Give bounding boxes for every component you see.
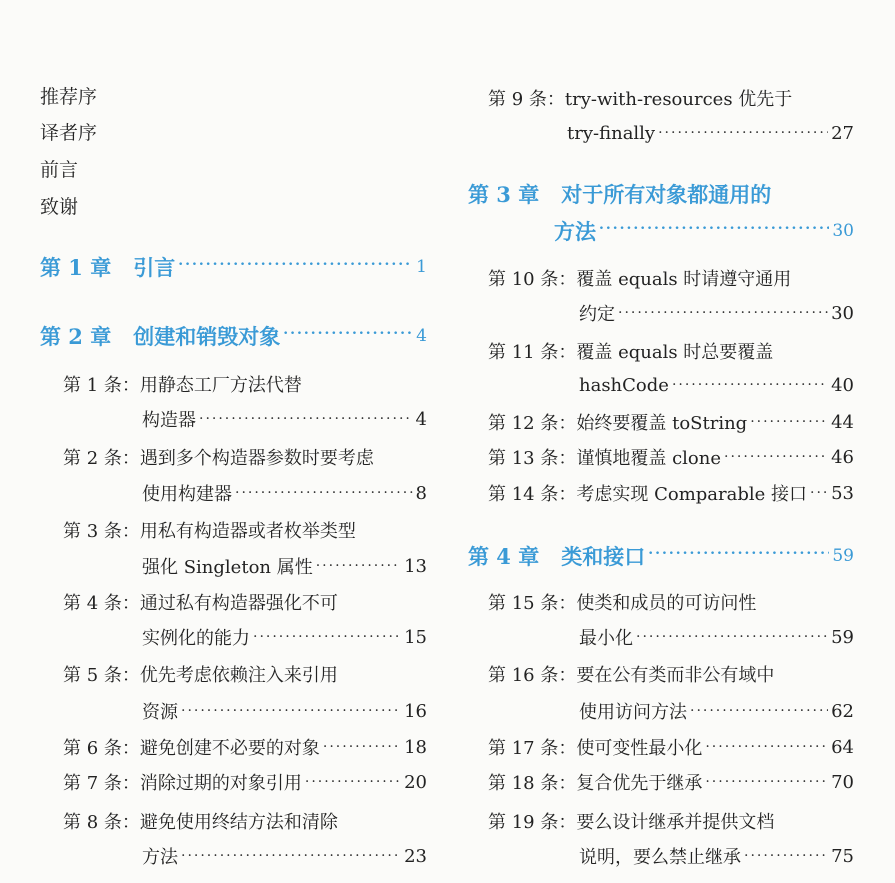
page-number: 4 [415,408,427,430]
front-matter-text: 推荐序 [40,85,98,108]
toc-item-15-cont [579,623,854,651]
item-title: 实例化的能力 [142,628,250,649]
chapter-title: 方法 [554,219,596,244]
chapter-title: 创建和销毁对象 [133,324,281,349]
dot-leader [618,302,828,324]
toc-item-7 [63,768,427,796]
dot-leader [235,482,413,504]
item-title: 约定 [579,304,615,325]
item-label: 第 17 条： [488,738,577,759]
page-number: 30 [832,221,854,241]
item-label: 第 3 条： [63,521,140,542]
item-title: 复合优先于继承 [576,773,703,794]
item-title: 要么设计继承并提供文档 [576,812,775,833]
page-number: 30 [831,302,854,324]
item-title: hashCode [579,374,669,396]
toc-chapter-3-cont [554,217,854,245]
item-title: 谨慎地覆盖 clone [576,448,722,469]
toc-item-3 [63,516,356,544]
front-matter-2 [40,117,97,145]
page-number: 70 [831,771,854,793]
front-matter-text: 致谢 [40,195,79,218]
dot-leader [181,845,401,867]
toc-item-8-cont [142,842,427,870]
item-title: 要在公有类而非公有域中 [576,665,775,686]
item-title: 强化 Singleton 属性 [142,557,313,578]
toc-item-10-cont [579,299,854,327]
dot-leader [690,700,828,722]
item-title: 遇到多个构造器参数时要考虑 [139,448,374,469]
toc-item-12 [488,408,854,436]
dot-leader [705,736,828,758]
chapter-label: 第 2 章 [40,324,112,349]
page-number: 62 [831,700,854,722]
item-label: 第 14 条： [488,484,577,505]
dot-leader [724,446,828,468]
toc-item-18 [488,768,854,796]
toc-item-17 [488,733,854,761]
dot-leader [672,374,828,396]
dot-leader [283,323,413,348]
item-title: 使类和成员的可访问性 [576,593,757,614]
item-label: 第 15 条： [488,593,577,614]
toc-item-10 [488,264,791,292]
chapter-title: 引言 [133,255,176,280]
front-matter-4 [40,191,78,219]
item-title: 优先考虑依赖注入来引用 [139,665,338,686]
toc-item-1 [63,370,302,398]
toc-item-13 [488,443,854,471]
dot-leader [305,771,401,793]
page-number: 4 [416,326,427,346]
toc-item-19-cont [579,842,854,870]
item-label: 第 8 条： [63,812,140,833]
page-number: 23 [404,845,427,867]
page-number: 27 [831,122,854,144]
item-title: 使可变性最小化 [576,738,703,759]
page-number: 40 [831,374,854,396]
item-label: 第 10 条： [488,269,577,290]
toc-item-9-cont [567,119,854,147]
dot-leader [253,626,401,648]
item-label: 第 2 条： [63,448,140,469]
toc-item-14 [488,479,854,507]
dot-leader [199,408,413,430]
dot-leader [599,218,829,243]
dot-leader [810,482,828,504]
item-label: 第 19 条： [488,812,577,833]
item-title: 避免创建不必要的对象 [139,738,320,759]
toc-item-5 [63,660,338,688]
toc-item-11-cont [579,371,854,399]
page-number: 59 [832,546,854,566]
page-number: 8 [415,482,427,504]
page-number: 44 [831,411,854,433]
front-matter-text: 译者序 [40,121,98,144]
page-number: 1 [416,257,427,277]
item-label: 第 11 条： [488,342,577,363]
toc-chapter-3 [468,180,771,208]
item-title: 用静态工厂方法代替 [139,375,302,396]
toc-item-8 [63,807,338,835]
toc-item-16-cont [579,697,854,725]
page-number: 53 [831,482,854,504]
dot-leader [648,543,829,568]
item-label: 第 13 条： [488,448,577,469]
page-number: 64 [831,736,854,758]
item-label: 第 6 条： [63,738,140,759]
item-title: 始终要覆盖 toString [576,413,748,434]
toc-chapter-1 [40,253,427,281]
dot-leader [181,700,401,722]
toc-item-1-cont [142,405,427,433]
toc-chapter-4 [468,542,854,570]
dot-leader [636,626,828,648]
item-title: 资源 [142,702,178,723]
chapter-title: 对于所有对象都通用的 [561,182,772,207]
dot-leader [178,254,413,279]
toc-item-2-cont [142,479,427,507]
dot-leader [744,845,828,867]
toc-item-19 [488,807,774,835]
item-title: 使用访问方法 [579,702,687,723]
chapter-title: 类和接口 [561,544,646,569]
front-matter-3 [40,154,78,182]
item-title: 覆盖 equals 时请遵守通用 [576,269,792,290]
item-title: 考虑实现 Comparable 接口 [576,484,808,505]
page-number: 18 [404,736,427,758]
toc-item-2 [63,443,374,471]
toc-item-9 [488,84,792,112]
page-number: 59 [831,626,854,648]
toc-item-3-cont [142,552,427,580]
item-title: 方法 [142,847,178,868]
chapter-label: 第 1 章 [40,255,112,280]
front-matter-1 [40,81,97,109]
item-title: 构造器 [142,410,196,431]
toc-item-15 [488,588,756,616]
page-number: 46 [831,446,854,468]
item-title: 通过私有构造器强化不可 [139,593,338,614]
item-title: 使用构建器 [142,484,232,505]
chapter-label: 第 4 章 [468,544,540,569]
item-label: 第 12 条： [488,413,577,434]
page-number: 75 [831,845,854,867]
page-number: 20 [404,771,427,793]
dot-leader [316,555,401,577]
item-label: 第 7 条： [63,773,140,794]
item-title: try-with-resources 优先于 [564,89,793,110]
page-number: 16 [404,700,427,722]
item-label: 第 5 条： [63,665,140,686]
item-title: 覆盖 equals 时总要覆盖 [576,342,774,363]
toc-item-11 [488,337,773,365]
item-label: 第 16 条： [488,665,577,686]
item-label: 第 4 条： [63,593,140,614]
toc-item-5-cont [142,697,427,725]
item-label: 第 9 条： [488,89,565,110]
item-title: 说明，要么禁止继承 [579,847,741,868]
front-matter-text: 前言 [40,158,79,181]
item-title: try-finally [567,122,656,144]
item-title: 避免使用终结方法和清除 [139,812,338,833]
item-label: 第 1 条： [63,375,140,396]
page-number: 13 [404,555,427,577]
dot-leader [323,736,401,758]
item-label: 第 18 条： [488,773,577,794]
toc-item-6 [63,733,427,761]
toc-item-4-cont [142,623,427,651]
item-title: 用私有构造器或者枚举类型 [139,521,356,542]
page-number: 15 [404,626,427,648]
toc-item-4 [63,588,338,616]
dot-leader [750,411,828,433]
dot-leader [705,771,828,793]
toc-chapter-2 [40,322,427,350]
dot-leader [658,122,828,144]
toc-item-16 [488,660,774,688]
item-title: 消除过期的对象引用 [139,773,302,794]
chapter-label: 第 3 章 [468,182,540,207]
item-title: 最小化 [579,628,633,649]
